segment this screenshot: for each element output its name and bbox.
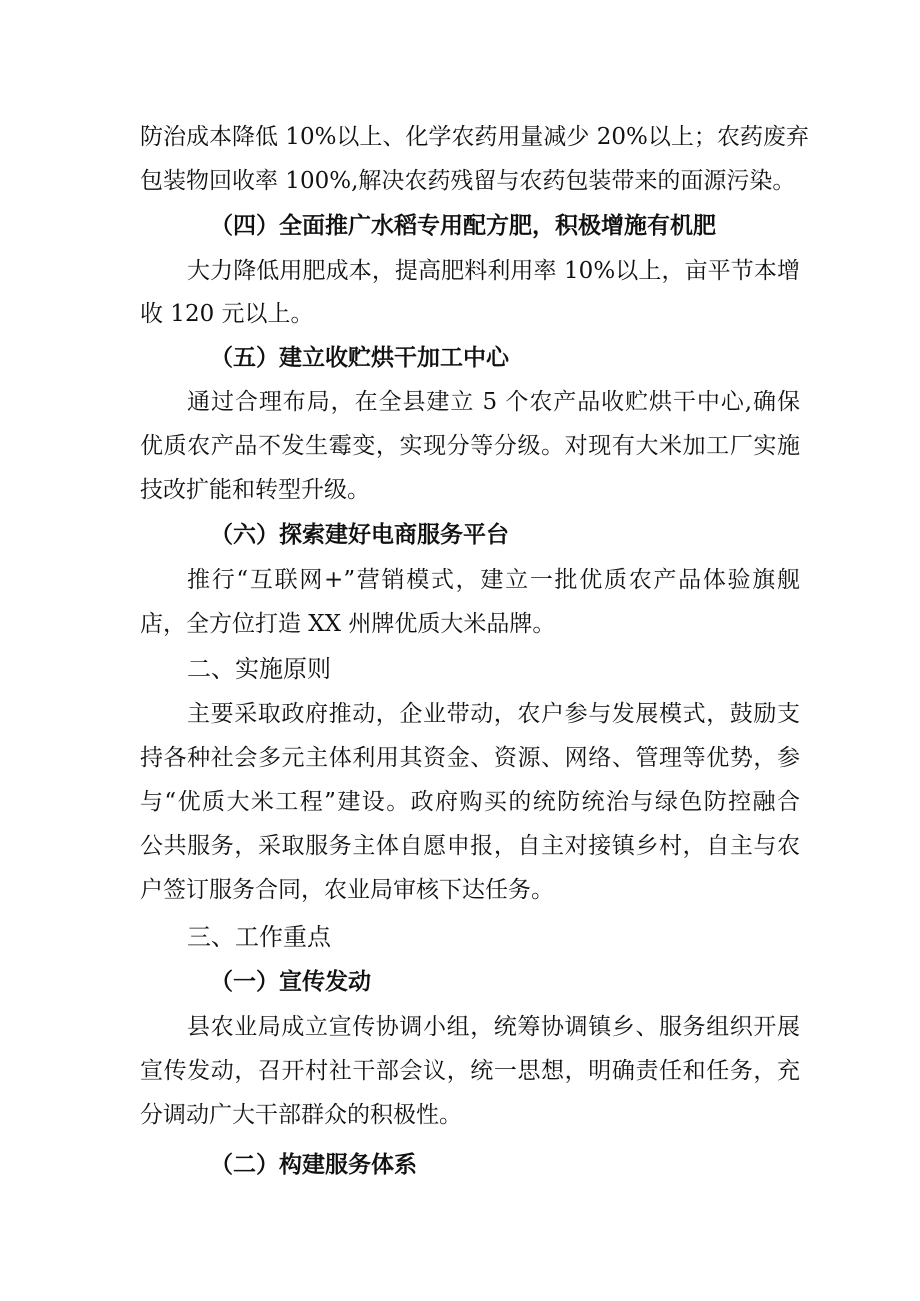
paragraph-line: 通过合理布局，在全县建立 5 个农产品收贮烘干中心,确保	[187, 389, 800, 415]
paragraph-line: 大力降低用肥成本，提高肥料利用率 10%以上，亩平节本增	[187, 258, 800, 284]
paragraph-line: 县农业局成立宣传协调小组，统筹协调镇乡、服务组织开展	[187, 1014, 800, 1040]
subheading-1: （一）宣传发动	[210, 968, 371, 995]
subheading-2: （二）构建服务体系	[210, 1151, 417, 1178]
paragraph-line: 宣传发动，召开村社干部会议，统一思想，明确责任和任务，充	[140, 1058, 800, 1084]
paragraph-line: 优质农产品不发生霉变，实现分等分级。对现有大米加工厂实施	[140, 433, 800, 459]
paragraph-line: 推行“互联网+”营销模式，建立一批优质农产品体验旗舰	[187, 567, 800, 593]
paragraph-line: 与“优质大米工程”建设。政府购买的统防统治与绿色防控融合	[140, 789, 800, 815]
paragraph-line: 技改扩能和转型升级。	[140, 477, 370, 503]
section-heading-3: 三、工作重点	[187, 923, 331, 951]
subheading-4: （四）全面推广水稻专用配方肥，积极增施有机肥	[210, 212, 716, 239]
paragraph-line: 公共服务，采取服务主体自愿申报，自主对接镇乡村，自主与农	[140, 833, 800, 859]
paragraph-line: 收 120 元以上。	[140, 301, 314, 327]
paragraph-line: 主要采取政府推动，企业带动，农户参与发展模式，鼓励支	[187, 701, 800, 727]
paragraph-line: 防治成本降低 10%以上、化学农药用量减少 20%以上；农药废弃	[140, 124, 809, 150]
paragraph-line: 持各种社会多元主体利用其资金、资源、网络、管理等优势，参	[140, 745, 800, 771]
subheading-5: （五）建立收贮烘干加工中心	[210, 344, 509, 371]
paragraph-line: 包装物回收率 100%,解决农药残留与农药包装带来的面源污染。	[140, 168, 796, 194]
paragraph-line: 店，全方位打造 XX 州牌优质大米品牌。	[140, 611, 556, 637]
paragraph-line: 户签订服务合同，农业局审核下达任务。	[140, 877, 554, 903]
section-heading-2: 二、实施原则	[187, 655, 331, 683]
subheading-6: （六）探索建好电商服务平台	[210, 521, 509, 548]
paragraph-line: 分调动广大干部群众的积极性。	[140, 1102, 462, 1128]
